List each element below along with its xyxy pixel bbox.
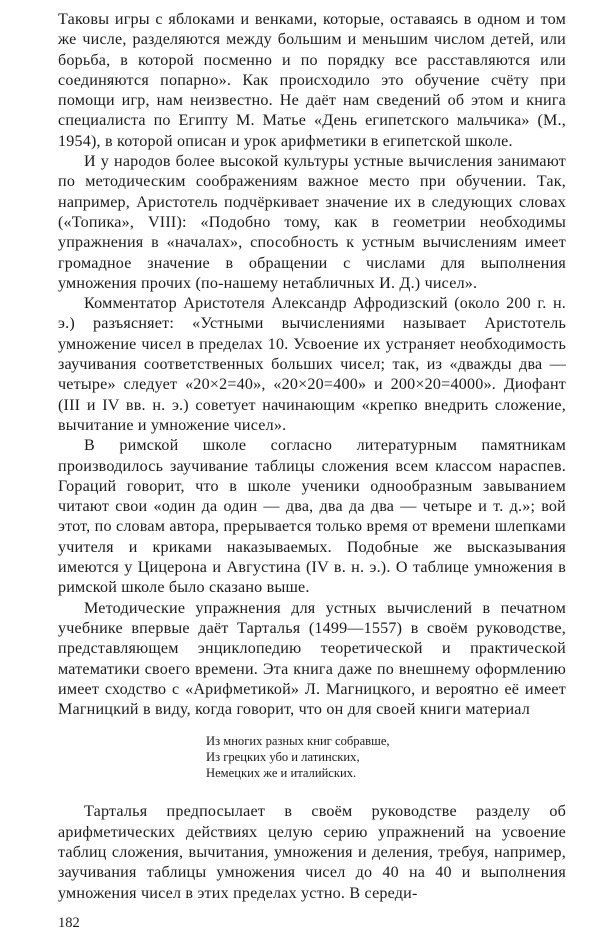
verse-line-2: Из грецких убо и латинских, [206,750,360,765]
paragraph-5: Методические упражнения для устных вычислений в печатном учебнике впервые даёт Тарталья (1499—1557) в своём руководстве, представляющем энциклопедию теоретической и практической математики своего времени. Эта книга даже по внешнему оформлению имеет сходство с «Арифметикой» Л. Магницкого, и вероятно её имеет Магницкий в виду, когда говорит, что он для своей книги материал [58,599,566,719]
paragraph-6: Тарталья предпосылает в своём руководстве разделу об арифметических действиях целую серию упражнений на усвоение таблиц сложения, вычитания, умножения и деления, требуя, например, заучивания таблицы умножения чисел до 40 на 40 и выполнения умножения чисел в этих пределах устно. В середи- [58,803,566,902]
paragraph-4: В римской школе согласно литературным памятникам производилось заучивание таблицы сложения всем классом нараспев. Гораций говорит, что в школе ученики однообразным завыванием читают свои «один да один — два, два да два — четыре и т. д.»; вой этот, по словам автора, прерывается только время от времени шлепками учителя и криками наказываемых. Подобные же высказывания имеются у Цицерона и Августина (IV в. н. э.). О таблице умножения в римской школе было сказано выше. [58,437,566,597]
verse-quote [58,733,566,781]
paragraph-2: И у народов более высокой культуры устные вычисления занимают по методическим соображениям важное место при обучении. Так, например, Аристотель подчёркивает значение их в следующих словах («Топика», VIII): «Подобно тому, как в геометрии необходимы упражнения в «началах», способность к устным вычислениям имеет громадное значение в обращении с числами для выполнения умножения прочих (по-нашему нетабличных И. Д.) чисел». [58,153,566,292]
page-number: 182 [58,915,80,931]
paragraph-1: Таковы игры с яблоками и венками, которые, оставаясь в одном и том же числе, разделяются между большим и меньшим числом детей, или борьба, в которой посменно и по порядку все расставляются или соединяются попарно». Как происходило это обучение счёту при помощи игр, нам неизвестно. Не даёт нам сведений об этом и книга специалиста по Египту М. Матье «День египетского мальчика» (М., 1954), в которой описан и урок арифметики в египетской школе. [58,11,566,150]
paragraph-3: Комментатор Аристотеля Александр Афродизский (около 200 г. н. э.) разъясняет: «Устными вычислениями называет Аристотель умножение чисел в пределах 10. Усвоение их устраняет необходимость заучивания соответственных больших чисел; так, из «дважды два — четыре» следует «20×2=40», «20×20=400» и 200×20=4000». Диофант (III и IV вв. н. э.) советует начинающим «крепко внедрить сложение, вычитание и умножение чисел». [58,295,566,434]
verse-line-1: Из многих разных книг собравше, [206,734,390,749]
verse-line-3: Немецких же и италийских. [206,766,357,781]
